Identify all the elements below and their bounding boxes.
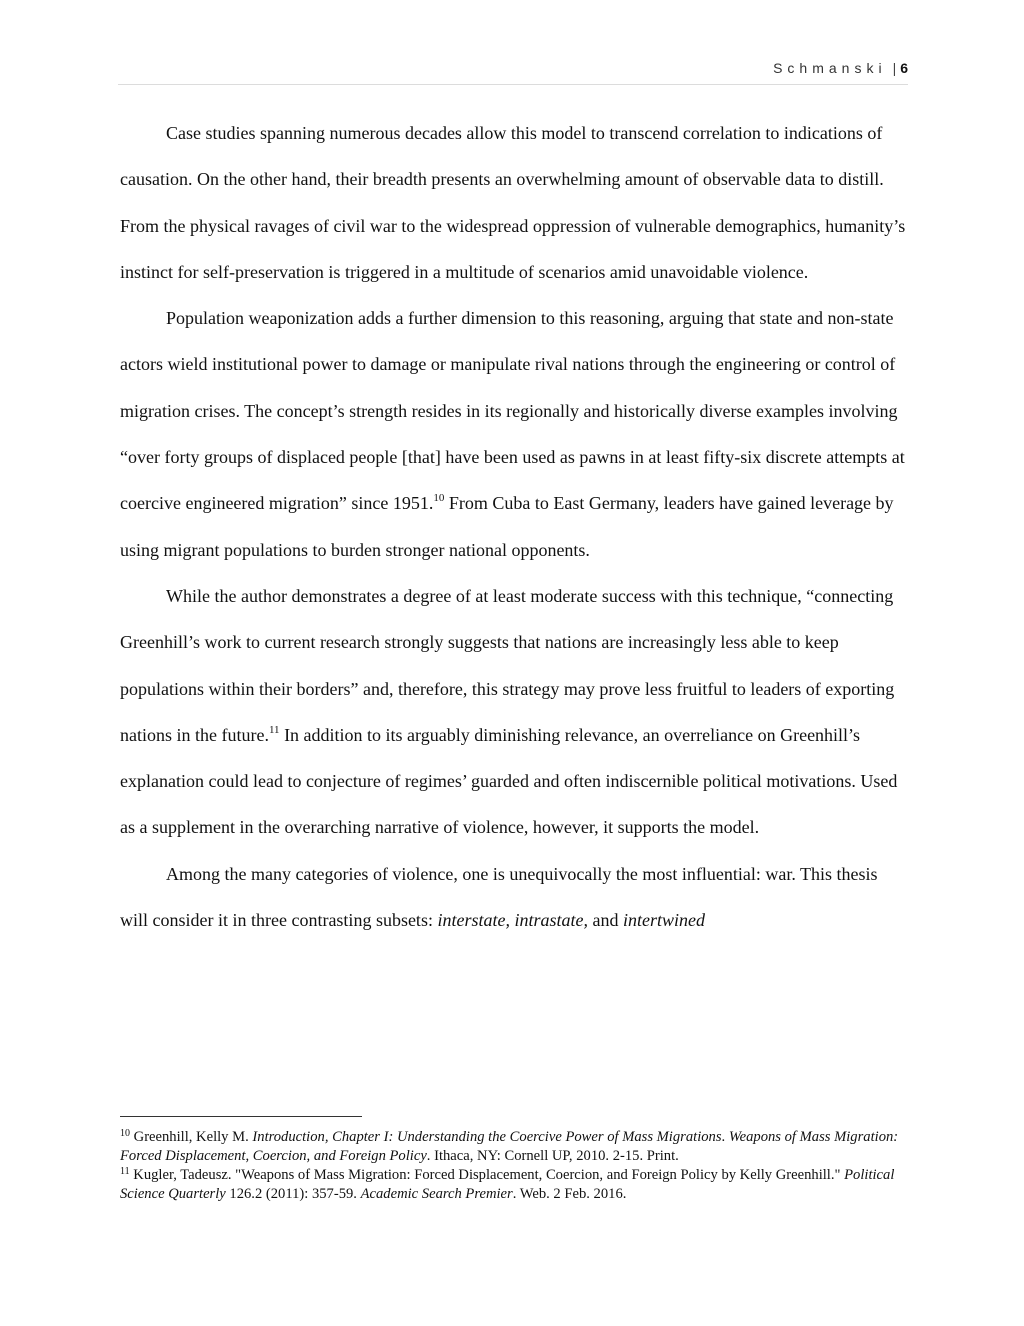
footnote-11-mid: 126.2 (2011): 357-59. [225,1186,361,1202]
header-divider [118,84,908,85]
header-author: Schmanski [773,60,887,76]
paragraph-1 [120,110,906,295]
footnote-10-author: Greenhill, Kelly M. [130,1129,253,1145]
paragraph-4 [120,851,906,944]
footnote-11-text: Kugler, Tadeusz. "Weapons of Mass Migration: Forced Displacement, Coercion, and Foreign Policy by Kelly Greenhill." [129,1167,845,1183]
footnote-ref-10[interactable]: 10 [433,492,445,505]
footnote-10-book: Weapons of Mass Migration: Forced Displacement, Coercion, and Foreign Policy [120,1129,899,1164]
footnotes [120,1128,910,1204]
body-text [120,110,906,943]
paragraph-1-text: Case studies spanning numerous decades allow this model to transcend correlation to indications of causation. On the other hand, their breadth presents an overwhelming amount of observable data to distill. From the physical ravages of civil war to the widespread oppression of vulnerable demographics, humanity’s instinct for self-preservation is triggered in a multitude of scenarios amid unavoidable violence. [120,123,906,282]
footnote-11 [120,1166,910,1204]
header-separator: | [892,60,897,76]
footnote-11-rest: . Web. 2 Feb. 2016. [512,1186,627,1202]
paragraph-2-text-b: From Cuba to East Germany, leaders have gained leverage by using migrant populations to burden stronger national opponents. [120,493,894,560]
page-number: 6 [900,60,908,76]
footnote-10-mid: . [721,1129,729,1145]
footnote-10 [120,1128,910,1166]
paragraph-2-text-a: Population weaponization adds a further dimension to this reasoning, arguing that state and non-state actors wield institutional power to damage or manipulate rival nations through the engineering or control of migration crises. The concept’s strength resides in its regionally and historically diverse examples involving “over forty groups of displaced people [that] have been used as pawns in at least fifty-six discrete attempts at coercive engineered migration” since 1951. [120,308,905,514]
paragraph-4-and: and [587,910,623,931]
footnote-11-journal: Political Science Quarterly [120,1167,895,1202]
paragraph-4-text-a: Among the many categories of violence, one is unequivocally the most influential: war. This thesis will consider it in three contrasting subsets: [120,863,878,931]
footnote-divider [120,1116,362,1117]
paragraph-2 [120,295,906,573]
paragraph-3-text-a: While the author demonstrates a degree of at least moderate success with this technique, “connecting Greenhill’s work to current research strongly suggests that nations are increasingly less able to keep populations within their borders” and, therefore, this strategy may prove less fruitful to leaders of exporting nations in the future. [120,585,895,745]
footnote-10-number: 10 [120,1128,130,1139]
paragraph-4-italic-1: interstate, intrastate, [437,910,588,931]
footnote-10-title: Introduction, Chapter I: Understanding the Coercive Power of Mass Migrations [252,1129,722,1145]
paragraph-3-text-b: In addition to its arguably diminishing relevance, an overreliance on Greenhill’s explanation could lead to conjecture of regimes’ guarded and often indiscernible political motivations. Used as a supplement in the overarching narrative of violence, however, it supports the model. [120,724,898,838]
paragraph-3 [120,573,906,851]
page-header [118,60,908,76]
footnote-ref-11[interactable]: 11 [268,723,280,736]
footnote-10-rest: . Ithaca, NY: Cornell UP, 2010. 2-15. Print. [426,1148,679,1164]
footnote-11-database: Academic Search Premier [360,1186,513,1202]
footnote-11-number: 11 [120,1166,130,1177]
paragraph-4-italic-2: intertwined [622,910,705,931]
